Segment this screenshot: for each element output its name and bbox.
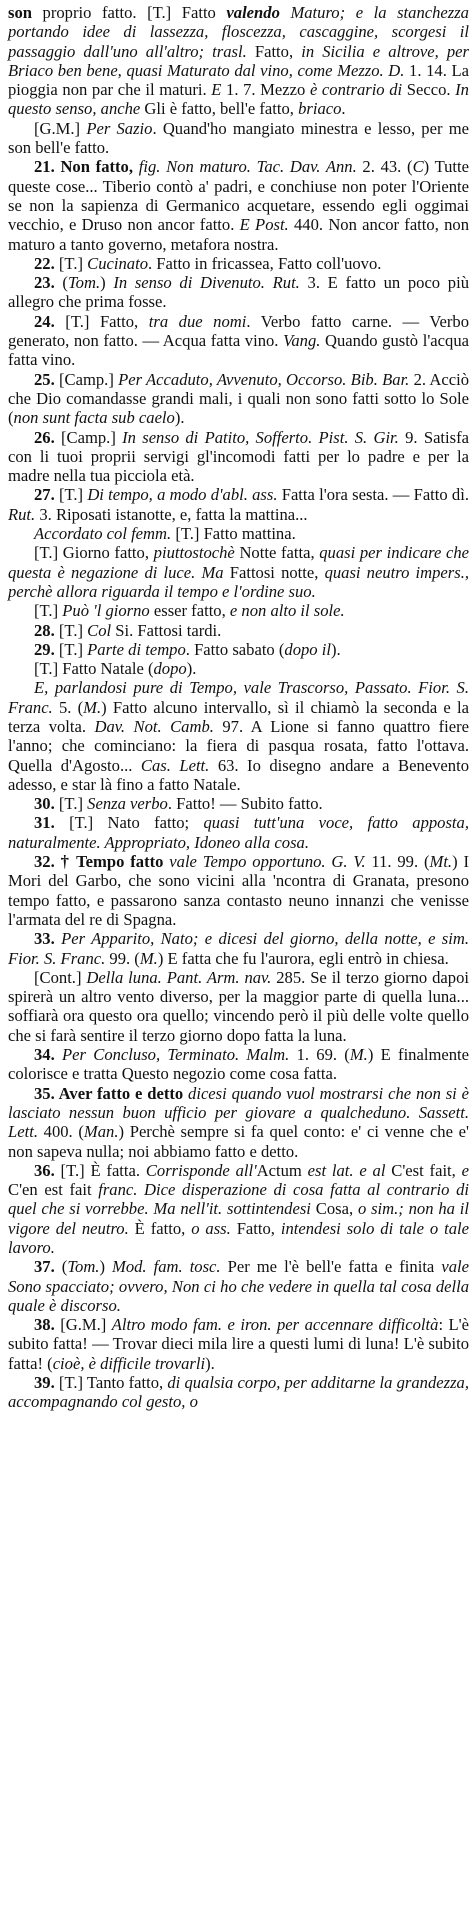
entry-27-femm: Accordato col femm. [T.] Fatto mattina. <box>34 524 296 544</box>
entry-25: 25. [Camp.] Per Accaduto, Avvenuto, Occorso. Bib. Bar. 2. Acciò che Dio comandasse grandi mali, i quali non sono fatti sotto lo Sole (non sunt facta sub caelo). <box>8 369 470 428</box>
entry-36: 36. [T.] È fatta. Corrisponde all'Actum est lat. e al C'est fait, e C'en est fait franc. Dice disperazione di cosa fatta al contrario di quel che si vorrebbe. Ma nell'it. sottintendesi Cosa, o sim.; non ha il vigore del neutro. È fatto, o ass. Fatto, intendesi solo di tale o tale lavoro. <box>8 1160 470 1257</box>
entry-24: 24. [T.] Fatto, tra due nomi. Verbo fatto carne. — Verbo generato, non fatto. — Acqua fatta vino. Vang. Quando gustò l'acqua fatta vino. <box>8 311 469 370</box>
entry-27-giorno-alto: [T.] Può 'l giorno esser fatto, e non alto il sole. <box>34 601 345 621</box>
entry-26: 26. [Camp.] In senso di Patito, Sofferto. Pist. S. Gir. 9. Satisfa con li tuoi proprii servigi gl'incomodi fatti per lo padre e per la madre nella tua picciola età. <box>8 427 469 486</box>
entry-29-natale: [T.] Fatto Natale (dopo). <box>34 659 197 679</box>
entry-39: 39. [T.] Tanto fatto, di qualsia corpo, per additarne la grandezza, accompagnando col gesto, o <box>8 1373 469 1412</box>
entry-27-giorno-fatto: [T.] Giorno fatto, piuttostochè Notte fatta, quasi per indicare che questa è negazione di luce. Ma Fattosi notte, quasi neutro impers., perchè allora riguarda il tempo e l'ordine suo. <box>8 543 470 601</box>
entry-32: 32. † Tempo fatto vale Tempo opportuno. G. V. 11. 99. (Mt.) I Mori del Garbo, che sono vicini alla 'ncontra di Granata, presono tempo fatto, e passarono sanza contasto neuno innanzi che venisse l'armata del re di Spagna. <box>8 852 469 929</box>
entry-33: 33. Per Apparito, Nato; e dicesi del giorno, della notte, e sim. Fior. S. Franc. 99. (M.) E fatta che fu l'aurora, egli entrò in chiesa. <box>8 929 469 968</box>
entry-35: 35. Aver fatto e detto dicesi quando vuol mostrarsi che non si è lasciato nessun buon ufficio per giovare a qualcheduno. Sassett. Lett. 400. (Man.) Perchè sempre si fa quel conto: e' ci venne che e' non sapeva nulla; noi abbiamo fatto e detto. <box>8 1083 469 1161</box>
entry-23: 23. (Tom.) In senso di Divenuto. Rut. 3. E fatto un poco più allegro che prima fosse. <box>8 273 469 312</box>
entry-33-luna: [Cont.] Della luna. Pant. Arm. nav. 285. Se il terzo giorno dapoi spirerà un altro vento diverso, per la maggior parte di quella luna... soffiarà ora questo ora quello; vincendo però il più delle volte quello che si farà sentire il terzo giorno dopo fatta la luna. <box>8 967 470 1045</box>
entry-37: 37. (Tom.) Mod. fam. tosc. Per me l'è bell'e fatta e finita vale Sono spacciato; ovvero, Non ci ho che vedere in quella tal cosa della quale è discorso. <box>8 1257 469 1315</box>
entry-21: 21. Non fatto, fig. Non maturo. Tac. Dav. Ann. 2. 43. (C) Tutte queste cose... Tiberio contò a' padri, e conchiuse non poter l'Oriente se non la sapienza di Germanico acquetare, essendo egli oggimai vecchio, e Druso non ancor fatto. E Post. 440. Non ancor fatto, non maturo a tanto governo, metafora nostra. <box>8 157 470 254</box>
entry-27: 27. [T.] Di tempo, a modo d'abl. ass. Fatta l'ora sesta. — Fatto dì. Rut. 3. Riposati istanotte, e, fatta la mattina... <box>8 485 469 524</box>
entry-34: 34. Per Concluso, Terminato. Malm. 1. 69. (M.) E finalmente colorisce e tratta Questo negozio come cosa fatta. <box>8 1045 469 1084</box>
entry-31: 31. [T.] Nato fatto; quasi tutt'una voce, fatto apposta, naturalmente. Appropriato, Idoneo alla cosa. <box>8 813 469 852</box>
entry-29-trascorso: E, parlandosi pure di Tempo, vale Trascorso, Passato. Fior. S. Franc. 5. (M.) Fatto alcuno intervallo, sì il chiamò la seconda e la terza volta. Dav. Not. Camb. 97. A Lione si fanno quattro fiere l'anno; che cominciano: la fiera di pasqua rosata, fatto l'ottava. Quella d'Agosto... Cas. Lett. 63. Io disegno andare a Benevento adesso, e star là fino a fatto Natale. <box>8 678 470 794</box>
entry-20-continuation: son proprio fatto. [T.] Fatto valendo Maturo; e la stanchezza portando idee di lassezza, floscezza, cascaggine, scorgesi il passaggio dall'uno all'altro; trasl. Fatto, in Sicilia e altrove, per Briaco ben bene, quasi Maturato dal vino, come Mezzo. D. 1. 14. La pioggia non par che il maturi. E 1. 7. Mezzo è contrario di Secco. In questo senso, anche Gli è fatto, bell'e fatto, briaco. <box>8 3 469 119</box>
entry-28: 28. [T.] Col Si. Fattosi tardi. <box>34 620 222 640</box>
entry-22: 22. [T.] Cucinato. Fatto in fricassea, Fatto coll'uovo. <box>34 253 382 273</box>
entry-30: 30. [T.] Senza verbo. Fatto! — Subito fatto. <box>34 794 323 814</box>
entry-29: 29. [T.] Parte di tempo. Fatto sabato (dopo il). <box>34 639 341 659</box>
entry-gm-sazio: [G.M.] Per Sazio. Quand'ho mangiato minestra e lesso, per me son bell'e fatto. <box>8 118 469 158</box>
entry-38: 38. [G.M.] Altro modo fam. e iron. per accennare difficoltà: L'è subito fatta! — Trovar dieci mila lire a questi lumi di luna! L'è subito fatta! (cioè, è difficile trovarli). <box>8 1315 469 1373</box>
